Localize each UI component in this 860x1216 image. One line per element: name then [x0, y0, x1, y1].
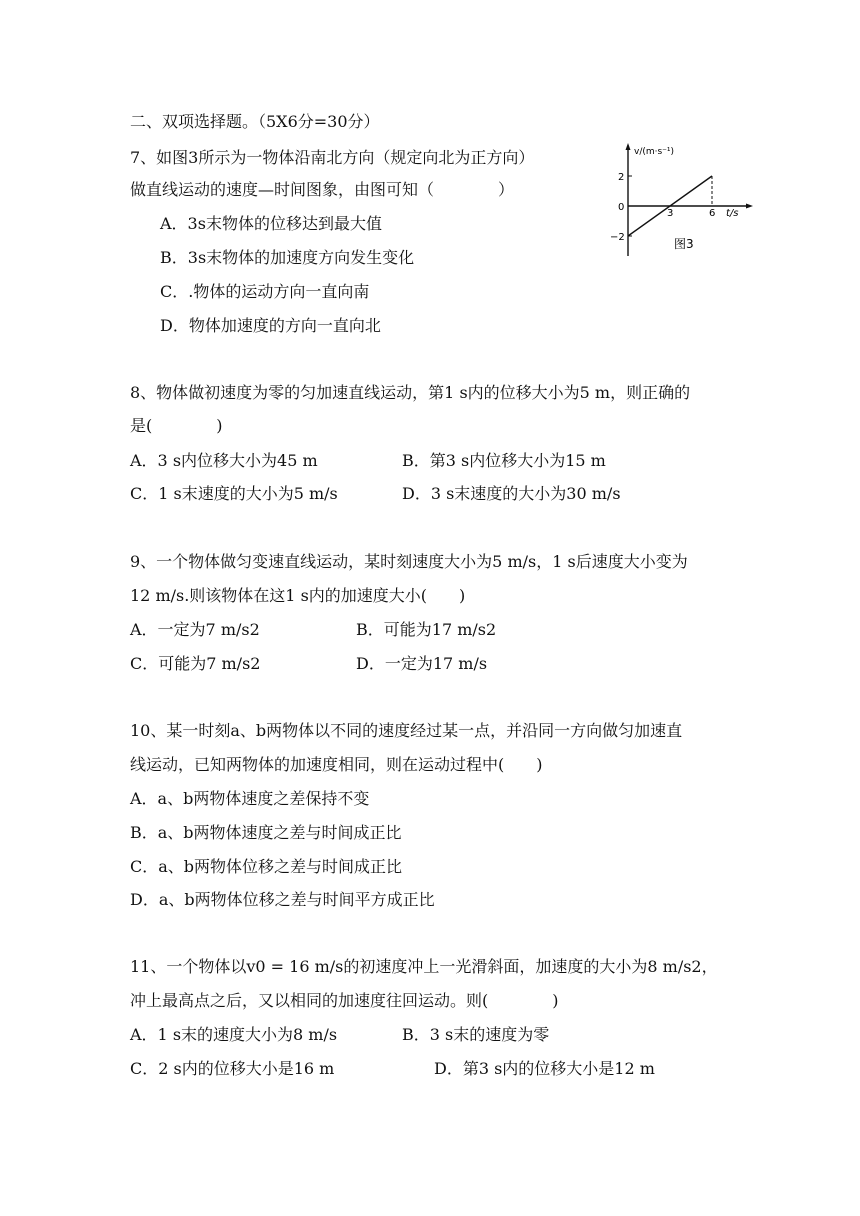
q11-option-d: D．第3 s内的位移大小是12 m: [434, 1059, 655, 1078]
q10-option-c: C．a、b两物体位移之差与时间成正比: [130, 857, 403, 876]
q9-option-c: C．可能为7 m/s2: [130, 654, 261, 673]
q11-stem-line1: 11、一个物体以v0 = 16 m/s的初速度冲上一光滑斜面，加速度的大小为8 m/s2，: [130, 957, 718, 976]
x-axis-label: t/s: [726, 208, 739, 219]
q7-stem-line2: 做直线运动的速度—时间图象，由图可知（ ）: [130, 180, 515, 199]
q7-option-b: B．3s末物体的加速度方向发生变化: [160, 248, 415, 267]
y-axis-label: v/(m·s⁻¹): [634, 147, 675, 157]
q7-option-a: A．3s末物体的位移达到最大值: [160, 214, 382, 233]
q11-option-c: C．2 s内的位移大小是16 m: [130, 1059, 335, 1078]
q10-option-b: B．a、b两物体速度之差与时间成正比: [130, 823, 402, 842]
q9-stem-line2: 12 m/s.则该物体在这1 s内的加速度大小( ): [130, 586, 466, 605]
q10-stem-line2: 线运动，已知两物体的加速度相同，则在运动过程中( ): [130, 755, 543, 774]
x-tick-label-3: 3: [667, 208, 674, 219]
q8-option-b: B．第3 s内位移大小为15 m: [402, 451, 606, 470]
q8-option-c: C．1 s末速度的大小为5 m/s: [130, 484, 338, 503]
x-tick-label-6: 6: [709, 208, 716, 219]
q9-option-a: A．一定为7 m/s2: [130, 620, 260, 639]
q11-stem-line2: 冲上最高点之后，又以相同的加速度往回运动。则( ): [130, 991, 559, 1010]
q10-option-d: D．a、b两物体位移之差与时间平方成正比: [130, 890, 435, 909]
section-title: 二、双项选择题。（5X6分=30分）: [130, 112, 380, 131]
figure3-vt-graph: [610, 140, 760, 260]
q7-option-d: D．物体加速度的方向一直向北: [160, 316, 381, 335]
y-tick-label-pos: 2: [618, 172, 625, 183]
y-tick-label-zero: 0: [618, 202, 625, 213]
y-axis-arrow: [626, 143, 631, 150]
q7-stem-line1: 7、如图3所示为一物体沿南北方向（规定向北为正方向）: [130, 148, 535, 167]
q11-option-a: A．1 s末的速度大小为8 m/s: [130, 1025, 338, 1044]
q9-option-b: B．可能为17 m/s2: [356, 620, 497, 639]
figure3-caption: 图3: [674, 237, 694, 251]
q9-stem-line1: 9、一个物体做匀变速直线运动，某时刻速度大小为5 m/s，1 s后速度大小变为: [130, 552, 688, 571]
q8-option-a: A．3 s内位移大小为45 m: [130, 451, 318, 470]
q7-option-c: C．.物体的运动方向一直向南: [160, 282, 370, 301]
q10-stem-line1: 10、某一时刻a、b两物体以不同的速度经过某一点，并沿同一方向做匀加速直: [130, 721, 683, 740]
q8-stem-line1: 8、物体做初速度为零的匀加速直线运动，第1 s内的位移大小为5 m，则正确的: [130, 383, 691, 402]
y-tick-label-neg: −2: [610, 232, 625, 243]
q9-option-d: D．一定为17 m/s: [356, 654, 488, 673]
x-axis-arrow: [746, 204, 753, 209]
q8-stem-line2: 是( ): [130, 416, 223, 435]
q8-option-d: D．3 s末速度的大小为30 m/s: [402, 484, 621, 503]
q10-option-a: A．a、b两物体速度之差保持不变: [130, 789, 370, 808]
q11-option-b: B．3 s末的速度为零: [402, 1025, 550, 1044]
